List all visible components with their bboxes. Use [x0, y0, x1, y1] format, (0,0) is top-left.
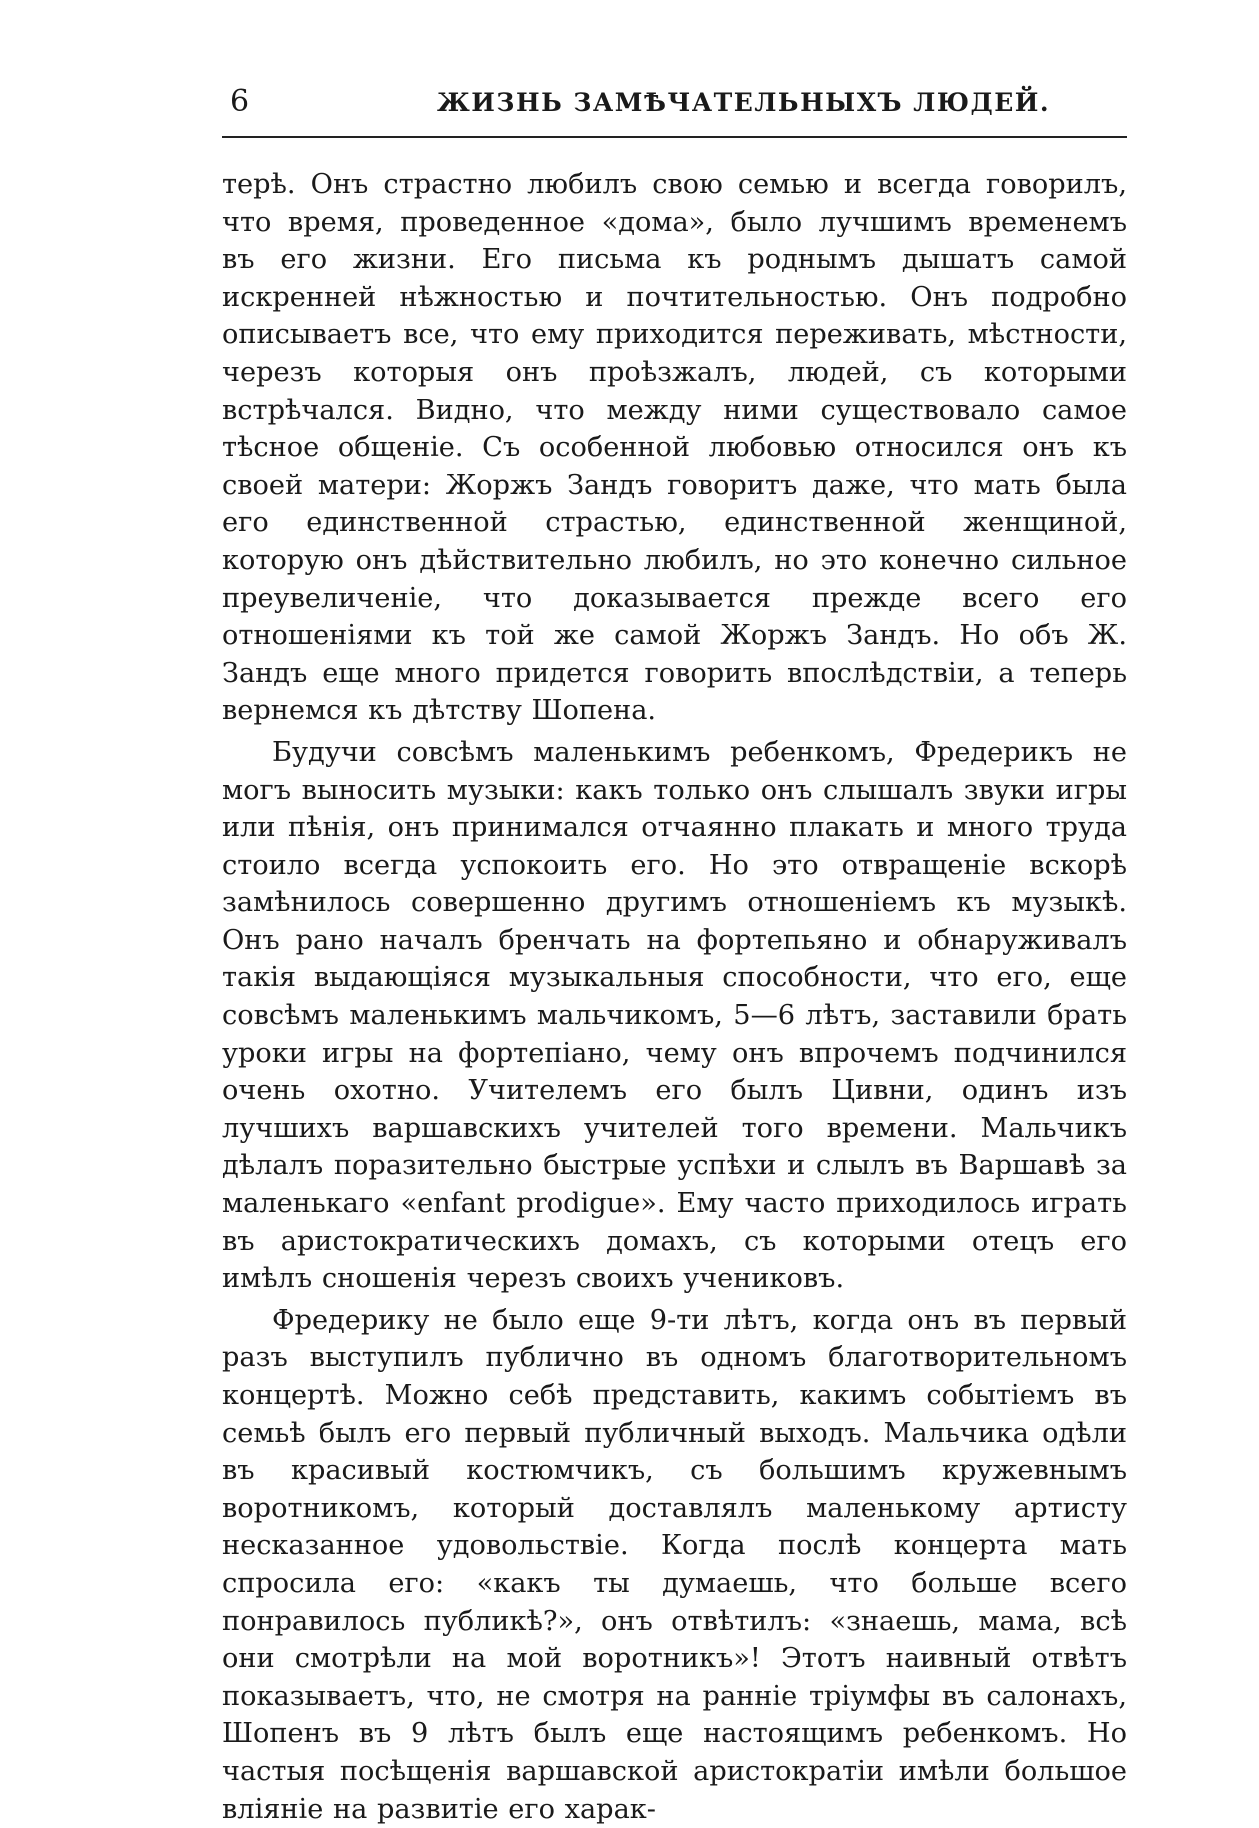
page-header — [222, 82, 1127, 132]
page-number: 6 — [230, 84, 250, 119]
header-rule — [222, 136, 1127, 138]
paragraph: Будучи совсѣмъ маленькимъ ребенкомъ, Фредерикъ не могъ выносить музыки: какъ только онъ слышалъ звуки игры или пѣнія, онъ принимался отчаянно плакать и много труда стоило всегда успокоить его. Но это отвращеніе вскорѣ замѣнилось совершенно другимъ отношеніемъ къ музыкѣ. Онъ рано началъ бренчать на фортепьяно и обнаруживалъ такія выдающіяся музыкальныя способности, что его, еще совсѣмъ маленькимъ мальчикомъ, 5—6 лѣтъ, заставили брать уроки игры на фортепіано, чему онъ впрочемъ подчинился очень охотно. Учителемъ его былъ Цивни, одинъ изъ лучшихъ варшавскихъ учителей того времени. Мальчикъ дѣлалъ поразительно быстрые успѣхи и слылъ въ Варшавѣ за маленькаго «enfant prodigue». Ему часто приходилось играть въ аристократическихъ домахъ, съ которыми отецъ его имѣлъ сношенія черезъ своихъ учениковъ. — [222, 736, 1127, 1295]
body-text — [222, 166, 1127, 1828]
running-title: ЖИЗНЬ ЗАМѢЧАТЕЛЬНЫХЪ ЛЮДЕЙ. — [437, 88, 1051, 117]
paragraph: терѣ. Онъ страстно любилъ свою семью и всегда говорилъ, что время, проведенное «дома», было лучшимъ временемъ въ его жизни. Его письма къ роднымъ дышатъ самой искренней нѣжностью и почтительностью. Онъ подробно описываетъ все, что ему приходится переживать, мѣстности, черезъ которыя онъ проѣзжалъ, людей, съ которыми встрѣчался. Видно, что между ними существовало самое тѣсное общеніе. Съ особенной любовью относился онъ къ своей матери: Жоржъ Зандъ говоритъ даже, что мать была его единственной страстью, единственной женщиной, которую онъ дѣйствительно любилъ, но это конечно сильное преувеличеніе, что доказывается прежде всего его отношеніями къ той же самой Жоржъ Зандъ. Но объ Ж. Зандъ еще много придется говорить впослѣдствіи, а теперь вернемся къ дѣтству Шопена. — [222, 169, 1127, 727]
paragraph: Фредерику не было еще 9-ти лѣтъ, когда онъ въ первый разъ выступилъ публично въ одномъ благотворительномъ концертѣ. Можно себѣ представить, какимъ событіемъ въ семьѣ былъ его первый публичный выходъ. Мальчика одѣли въ красивый костюмчикъ, съ большимъ кружевнымъ воротникомъ, который доставлялъ маленькому артисту несказанное удовольствіе. Когда послѣ концерта мать спросила его: «какъ ты думаешь, что больше всего понравилось публикѣ?», онъ отвѣтилъ: «знаешь, мама, всѣ они смотрѣли на мой воротникъ»! Этотъ наивный отвѣтъ показываетъ, что, не смотря на ранніе тріумфы въ салонахъ, Шопенъ въ 9 лѣтъ былъ еще настоящимъ ребенкомъ. Но частыя посѣщенія варшавской аристократіи имѣли большое вліяніе на развитіе его харак- — [222, 1304, 1127, 1825]
